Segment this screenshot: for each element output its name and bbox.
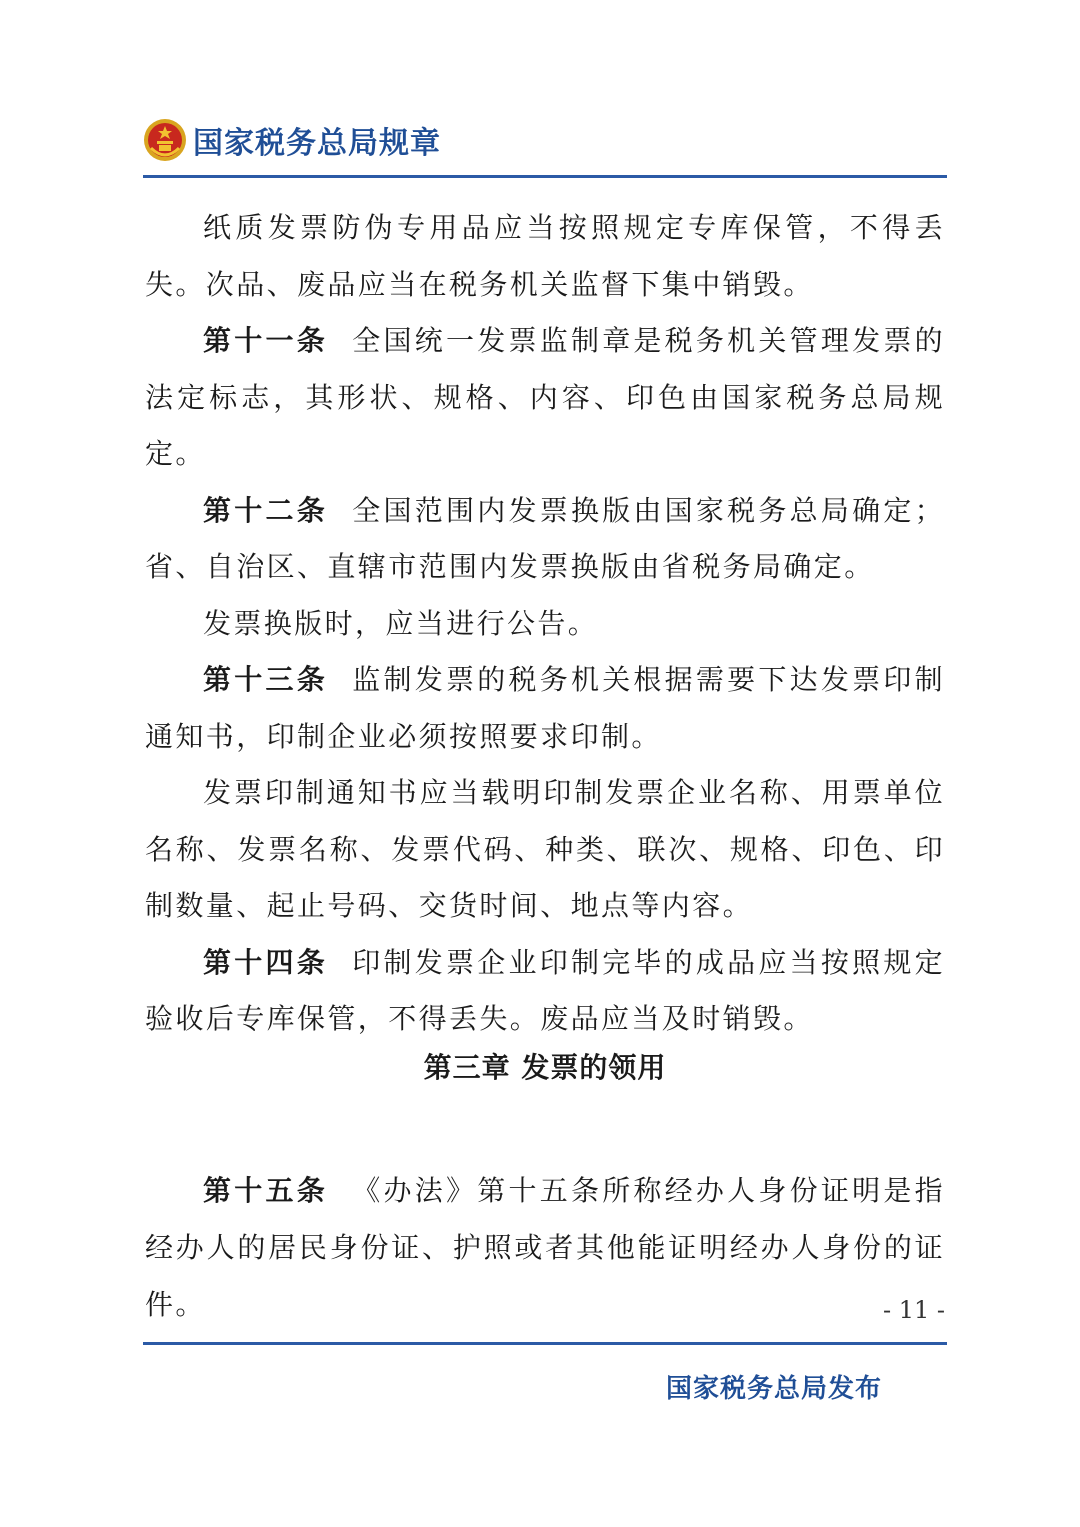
article-text: 印制发票企业印制完毕的成品应当按照规定验收后专库保管，不得丢失。废品应当及时销毁。 <box>145 945 945 1035</box>
paragraph-text: 发票印制通知书应当载明印制发票企业名称、用票单位名称、发票名称、发票代码、种类、联次、规格、印色、印制数量、起止号码、交货时间、地点等内容。 <box>145 776 945 922</box>
article-text: 《办法》第十五条所称经办人身份证明是指经办人的居民身份证、护照或者其他能证明经办人身份的证件。 <box>145 1174 945 1321</box>
paragraph <box>145 765 945 935</box>
article-text: 监制发票的税务机关根据需要下达发票印制通知书，印制企业必须按照要求印制。 <box>145 663 945 753</box>
paragraph <box>145 596 945 653</box>
chapter-heading: 第三章 发票的领用 <box>423 1051 667 1084</box>
footer-divider <box>143 1342 947 1345</box>
header-title: 国家税务总局规章 <box>193 126 441 161</box>
article-paragraph <box>145 652 945 765</box>
footer-publisher: 国家税务总局发布 <box>665 1374 882 1404</box>
document-body-2 <box>145 1162 945 1333</box>
article-text: 全国统一发票监制章是税务机关管理发票的法定标志，其形状、规格、内容、印色由国家税务总局规定。 <box>145 324 945 470</box>
article-number: 第十四条 <box>203 945 328 979</box>
page-header <box>143 112 441 168</box>
article-number: 第十一条 <box>203 324 328 357</box>
paragraph-text: 发票换版时，应当进行公告。 <box>203 606 599 640</box>
header-divider <box>143 175 947 178</box>
article-text: 全国范围内发票换版由国家税务总局确定；省、自治区、直辖市范围内发票换版由省税务局确定。 <box>145 493 945 583</box>
paragraph-text: 纸质发票防伪专用品应当按照规定专库保管，不得丢失。次品、废品应当在税务机关监督下集中销毁。 <box>145 211 945 301</box>
document-body <box>145 200 945 1048</box>
article-paragraph <box>145 313 945 483</box>
national-emblem-icon <box>143 118 187 162</box>
article-number: 第十二条 <box>203 493 328 527</box>
paragraph <box>145 200 945 313</box>
page-number: - 11 - <box>882 1296 945 1324</box>
article-paragraph <box>145 935 945 1048</box>
article-number: 第十五条 <box>203 1174 328 1207</box>
article-number: 第十三条 <box>203 663 328 696</box>
article-paragraph <box>145 1162 945 1333</box>
article-paragraph <box>145 483 945 596</box>
